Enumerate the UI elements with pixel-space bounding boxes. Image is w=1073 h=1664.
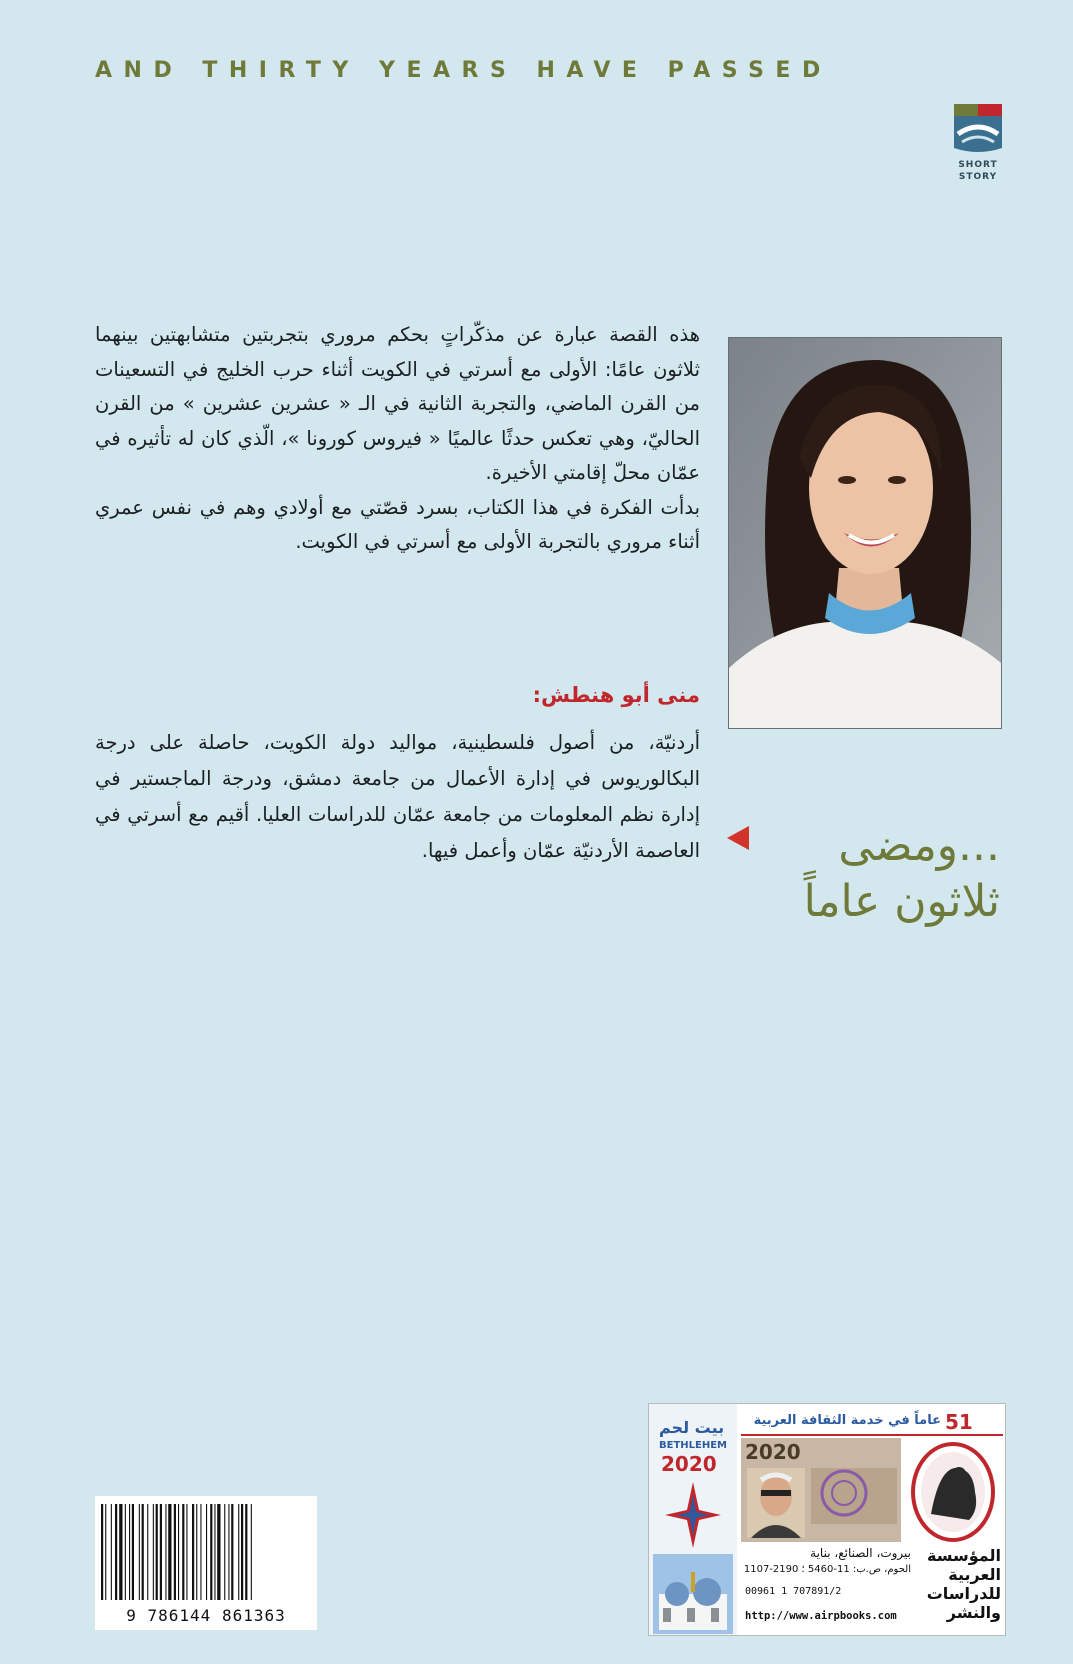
author-bio: أردنيّة، من أصول فلسطينية، مواليد دولة الكويت، حاصلة على درجة البكالوريوس في إدارة الأعمال من جامعة دمشق، ودرجة الماجستير في إدارة نظم المعلومات من جامعة عمّان للدراسات العليا. أقيم مع أسرتي في العاصمة الأردنيّة عمّان وأعمل فيها. <box>95 731 700 862</box>
author-portrait-icon <box>729 338 1001 728</box>
publisher-name-3: للدراسات <box>926 1584 1001 1603</box>
publisher-website: http://www.airpbooks.com <box>745 1610 897 1622</box>
bethlehem-year: 2020 <box>661 1452 717 1476</box>
bethlehem-arabic: بيت لحم <box>659 1418 725 1437</box>
series-logo <box>948 98 1008 188</box>
bethlehem-english: BETHLEHEM <box>659 1440 727 1451</box>
publisher-address-2: الحوم، ص.ب: 11-5460 ؛ 2190-1107 <box>743 1564 911 1575</box>
anniversary-banner: عاماً في خدمة الثقافة العربية <box>753 1413 941 1428</box>
purple-seal-icon <box>817 1466 871 1520</box>
arabic-title-line-1: ...ومضى <box>838 820 1000 871</box>
barcode-bars-icon <box>95 1496 317 1604</box>
church-domes-icon <box>653 1554 733 1634</box>
collage-year: 2020 <box>745 1440 801 1464</box>
blurb-paragraph-1: هذه القصة عبارة عن مذكّراتٍ بحكم مروري بتجربتين متشابهتين بينهما ثلاثون عامًا: الأولى مع أسرتي في الكويت أثناء حرب الخليج في التسعينات من القرن الماضي، والتجربة الثانية في الـ « عشرين عشرين » من القرن الحاليّ، وهي تعكس حدثًا عالميًا « فيروس كورونا »، الّذي كان له تأثيره في عمّان محلّ إقامتي الأخيرة. <box>95 323 700 484</box>
portrait-stamp-icon <box>747 1468 805 1538</box>
publisher-address-1: بيروت، الصنائع، بناية <box>810 1546 911 1560</box>
publisher-emblem-icon <box>909 1440 997 1544</box>
isbn-number: 9 786144 861363 <box>126 1606 286 1625</box>
anniversary-number: 51 <box>945 1410 973 1434</box>
blurb-paragraph-2: بدأت الفكرة في هذا الكتاب، بسرد قصّتي مع أولادي وهم في نفس عمري أثناء مروري بالتجربة الأولى مع أسرتي في الكويت. <box>95 495 700 553</box>
isbn-barcode <box>95 1496 317 1630</box>
author-photo <box>728 337 1002 729</box>
compass-star-icon <box>663 1480 723 1550</box>
series-wave-logo-icon <box>948 98 1008 156</box>
series-label-2: STORY <box>958 172 998 182</box>
author-name-heading: منى أبو هنطش: <box>532 683 700 707</box>
publisher-stamp <box>648 1403 1006 1636</box>
series-label-1: SHORT <box>958 160 998 170</box>
book-blurb <box>95 318 700 560</box>
publisher-name-2: العربية <box>948 1565 1001 1584</box>
publisher-name-1: المؤسسة <box>927 1546 1001 1565</box>
english-title: AND THIRTY YEARS HAVE PASSED <box>95 58 832 83</box>
publisher-name-4: والنشر <box>946 1603 1001 1622</box>
publisher-phone: 00961 1 707891/2 <box>745 1586 842 1597</box>
arabic-book-title <box>760 818 1000 930</box>
arabic-title-line-2: ثلاثون عاماً <box>803 876 1000 927</box>
red-triangle-icon <box>727 826 749 850</box>
